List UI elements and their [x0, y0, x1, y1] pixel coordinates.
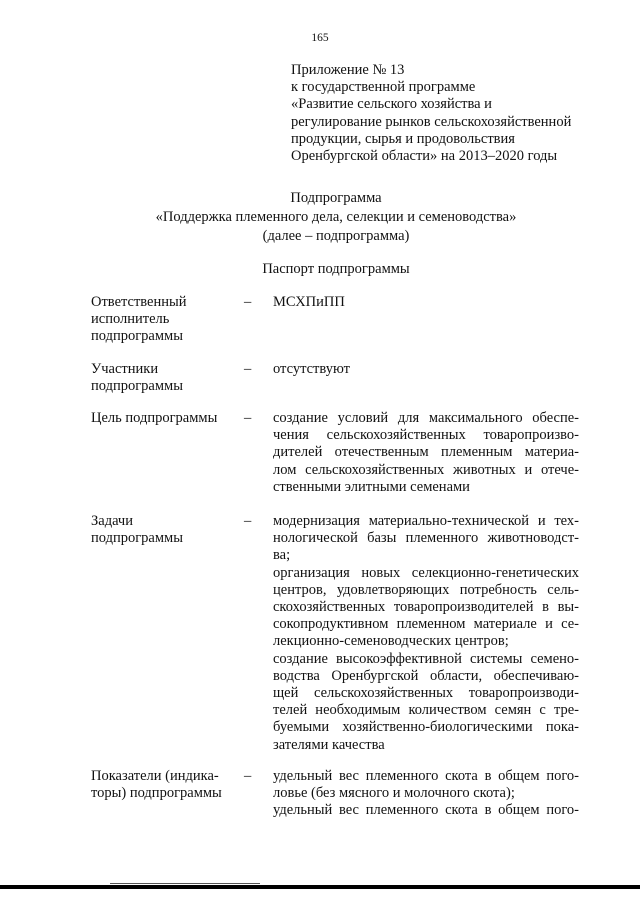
appendix-line: к государственной программе — [291, 79, 476, 96]
label-line: исполнитель — [91, 311, 170, 328]
value-line: модернизация материально-технической и тех- — [273, 513, 579, 529]
value-line: чения сельскохозяйственных товаропроизво- — [273, 427, 579, 444]
label-line: Показатели (индика- — [91, 768, 219, 784]
row-value — [273, 768, 579, 820]
label-line: Ответственный — [91, 294, 187, 310]
value-line: организация новых селекционно-генетических — [273, 564, 579, 581]
row-label — [91, 513, 241, 547]
value-line: лекционно-семеноводческих центров; — [273, 633, 509, 650]
scan-edge-line — [110, 883, 260, 884]
appendix-line: Оренбургской области» на 2013–2020 годы — [291, 148, 558, 165]
row-label — [91, 768, 241, 802]
label-line: торы) подпрограммы — [91, 785, 222, 802]
label-line: Задачи — [91, 513, 133, 529]
appendix-line: Приложение № 13 — [291, 62, 405, 78]
value-line: ственными элитными семенами — [273, 478, 470, 495]
row-label — [91, 410, 241, 427]
row-value — [273, 361, 579, 378]
row-dash: – — [244, 361, 252, 377]
subprogram-note: (далее – подпрограмма) — [262, 228, 410, 244]
row-value — [273, 294, 579, 311]
row-label — [91, 361, 241, 395]
row-label — [91, 294, 241, 346]
scan-bottom-border — [0, 885, 640, 889]
value-line: удельный вес племенного скота в общем пого- — [273, 802, 579, 819]
value-line: лом сельскохозяйственных животных и отече- — [273, 461, 579, 478]
value-line: создание высокоэффективной системы семено- — [273, 650, 579, 667]
value-line: телей необходимым количеством семян с тре- — [273, 702, 579, 719]
page-number: 165 — [311, 32, 329, 44]
appendix-line: регулирование рынков сельскохозяйственной — [291, 113, 572, 130]
value-line: дителей отечественным племенным материа- — [273, 444, 579, 461]
subprogram-name: «Поддержка племенного дела, селекции и семеноводства» — [155, 209, 517, 225]
subprogram-heading: Подпрограмма — [290, 190, 382, 206]
row-value — [273, 513, 579, 754]
appendix-line: продукции, сырья и продовольствия — [291, 130, 515, 147]
value-line: центров, удовлетворяющих потребность сель- — [273, 581, 579, 598]
row-dash: – — [244, 768, 252, 784]
value-line: отсутствуют — [273, 361, 350, 377]
value-line: щей сельскохозяйственных товаропроизводи- — [273, 685, 579, 702]
value-line: водства Оренбургской области, обеспечиваю- — [273, 667, 579, 684]
value-line: ловье (без мясного и молочного скота); — [273, 785, 515, 802]
value-line: создание условий для максимального обеспе- — [273, 410, 579, 426]
value-line: зателями качества — [273, 736, 385, 753]
appendix-line: «Развитие сельского хозяйства и — [291, 96, 492, 113]
label-line: Цель подпрограммы — [91, 410, 218, 426]
row-dash: – — [244, 513, 252, 529]
label-line: Участники — [91, 361, 159, 377]
label-line: подпрограммы — [91, 328, 183, 345]
row-dash: – — [244, 294, 252, 310]
passport-title: Паспорт подпрограммы — [262, 261, 410, 277]
value-line: ва; — [273, 547, 291, 564]
value-line: нологической базы племенного животноводст- — [273, 530, 579, 547]
value-line: МСХПиПП — [273, 294, 345, 310]
label-line: подпрограммы — [91, 530, 183, 547]
row-dash: – — [244, 410, 252, 426]
appendix-header — [291, 62, 591, 165]
row-value — [273, 410, 579, 496]
subprogram-title-block — [0, 189, 640, 246]
value-line: скохозяйственных товаропроизводителей в вы- — [273, 599, 579, 616]
value-line: буемыми хозяйственно-биологическими пока- — [273, 719, 579, 736]
value-line: сокопродуктивном племенном материале и се- — [273, 616, 579, 633]
label-line: подпрограммы — [91, 378, 183, 395]
value-line: удельный вес племенного скота в общем пого- — [273, 768, 579, 784]
